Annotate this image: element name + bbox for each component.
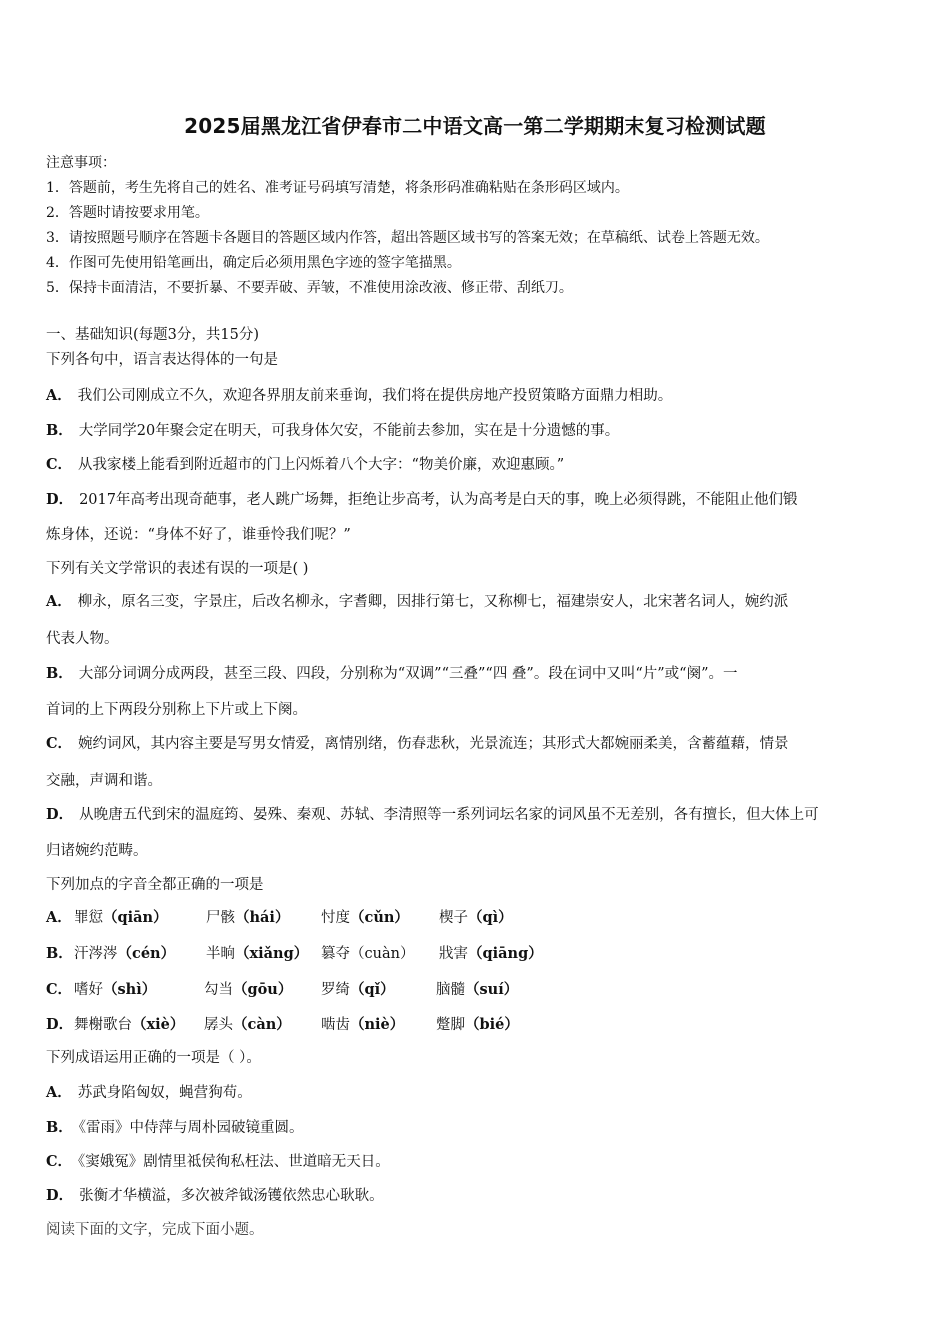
pinyin-word: 楔子	[439, 910, 468, 926]
option-label: C．	[46, 981, 73, 998]
notice-item: 4．作图可先使用铅笔画出，确定后必须用黑色字迹的签字笔描黑。	[46, 255, 461, 271]
question-2-option-a	[46, 590, 788, 614]
question-2-stem: 下列有关文学常识的表述有误的一项是( )	[46, 561, 309, 577]
pinyin-reading: （hái）	[235, 909, 290, 926]
question-2-option-b-cont: 首词的上下两段分别称上下片或上下阕。	[46, 702, 307, 718]
option-label: B．	[46, 1119, 73, 1136]
option-text: 大学同学20年聚会定在明天，可我身体欠安，不能前去参加，实在是十分遗憾的事。	[78, 423, 620, 439]
option-label: A．	[46, 909, 72, 926]
pinyin-reading: （niè）	[350, 1016, 405, 1033]
pinyin-word: 罪愆	[74, 910, 103, 926]
page-title: 2025届黑龙江省伊春市二中语文高一第二学期期末复习检测试题	[184, 114, 766, 138]
notice-heading: 注意事项：	[46, 155, 116, 171]
question-1-option-b	[46, 419, 619, 443]
question-4-option-c	[46, 1150, 390, 1174]
option-label: A．	[46, 1084, 72, 1101]
pinyin-word: 勾当	[204, 982, 233, 998]
question-3-stem: 下列加点的字音全都正确的一项是	[46, 877, 264, 893]
option-label: D．	[46, 806, 74, 823]
notice-item: 5．保持卡面清洁，不要折暴、不要弄破、弄皱，不准使用涂改液、修正带、刮纸刀。	[46, 280, 573, 296]
pinyin-word: 蹩脚	[436, 1017, 465, 1033]
option-label: D．	[46, 491, 74, 508]
notice-item: 2．答题时请按要求用笔。	[46, 205, 209, 221]
pinyin-word: 啮齿	[321, 1017, 350, 1033]
pinyin-word: 罗绮	[321, 982, 350, 998]
option-text: 张衡才华横溢，多次被斧钺汤镬依然忠心耿耿。	[79, 1188, 384, 1204]
option-text: 苏武身陷匈奴，蝇营狗苟。	[77, 1085, 252, 1101]
pinyin-reading: （cuàn）	[350, 946, 415, 962]
option-text: 婉约词风，其内容主要是写男女情爱，离情别绪，伤春悲秋，光景流连；其形式大都婉丽柔美，含蓄蕴藉，情景	[78, 736, 789, 752]
question-2-option-c-cont: 交融，声调和谐。	[46, 773, 162, 789]
section-heading: 一、基础知识(每题3分，共15分)	[46, 327, 259, 343]
option-text: 《雷雨》中侍萍与周朴园破镜重圆。	[78, 1120, 304, 1136]
question-2-option-d-cont: 归诸婉约范畴。	[46, 843, 148, 859]
pinyin-word: 篡夺	[321, 946, 350, 962]
option-label: C．	[46, 456, 73, 473]
option-label: C．	[46, 1153, 73, 1170]
question-4-option-d	[46, 1184, 384, 1208]
reading-intro: 阅读下面的文字，完成下面小题。	[46, 1222, 264, 1238]
option-label: B．	[46, 665, 73, 682]
pinyin-word: 尸骸	[206, 910, 235, 926]
pinyin-word: 半晌	[206, 946, 235, 962]
option-text: 从我家楼上能看到附近超市的门上闪烁着八个大字：“物美价廉，欢迎惠顾。”	[78, 457, 565, 473]
question-2-option-c	[46, 732, 789, 756]
question-1-option-c	[46, 453, 564, 477]
option-text: 我们公司刚成立不久，欢迎各界朋友前来垂询，我们将在提供房地产投贸策略方面鼎力相助。	[77, 388, 673, 404]
pinyin-reading: （xiè）	[132, 1016, 185, 1033]
pinyin-word: 汗涔涔	[74, 946, 118, 962]
pinyin-reading: （qì）	[468, 909, 513, 926]
pinyin-reading: （bié）	[465, 1016, 519, 1033]
question-1-stem: 下列各句中，语言表达得体的一句是	[46, 352, 278, 368]
option-label: B．	[46, 945, 73, 962]
option-label: B．	[46, 422, 73, 439]
pinyin-word: 脑髓	[436, 982, 465, 998]
pinyin-reading: （qiān）	[103, 909, 168, 926]
option-label: D．	[46, 1187, 74, 1204]
question-1-option-a	[46, 384, 672, 408]
option-text: 大部分词调分成两段，甚至三段、四段，分别称为“双调”“三叠”“四 叠”。段在词中又叫“片”或“阕”。一	[78, 666, 738, 682]
notice-item: 3．请按照题号顺序在答题卡各题目的答题区域内作答，超出答题区域书写的答案无效；在草稿纸、试卷上答题无效。	[46, 230, 769, 246]
question-2-option-b	[46, 662, 738, 686]
pinyin-reading: （xiǎng）	[235, 945, 309, 962]
notice-block	[46, 151, 926, 301]
pinyin-reading: （shì）	[103, 981, 157, 998]
option-text: 《窦娥冤》剧情里祗侯徇私枉法、世道暗无天日。	[78, 1154, 390, 1170]
option-label: A．	[46, 593, 72, 610]
option-label: A．	[46, 387, 72, 404]
pinyin-reading: （gōu）	[233, 981, 293, 998]
option-text: 柳永，原名三变，字景庄，后改名柳永，字耆卿，因排行第七，又称柳七，福建崇安人，北宋著名词人，婉约派	[77, 594, 789, 610]
pinyin-reading: （cén）	[117, 945, 176, 962]
pinyin-word: 忖度	[321, 910, 350, 926]
question-2-option-a-cont: 代表人物。	[46, 631, 119, 647]
question-1-option-d	[46, 488, 797, 512]
pinyin-reading: （qiāng）	[468, 945, 543, 962]
pinyin-reading: （càn）	[233, 1016, 291, 1033]
pinyin-reading: （qǐ）	[350, 981, 395, 998]
question-1-option-d-cont: 炼身体，还说：“身体不好了，谁垂怜我们呢？”	[46, 527, 351, 543]
option-label: D．	[46, 1016, 74, 1033]
pinyin-word: 戕害	[439, 946, 468, 962]
pinyin-word: 孱头	[204, 1017, 233, 1033]
question-2-option-d	[46, 803, 819, 827]
pinyin-word: 舞榭歌台	[74, 1017, 132, 1033]
pinyin-word: 嗜好	[74, 982, 103, 998]
notice-item: 1．答题前，考生先将自己的姓名、准考证号码填写清楚，将条形码准确粘贴在条形码区域内。	[46, 180, 629, 196]
option-label: C．	[46, 735, 73, 752]
pinyin-reading: （cǔn）	[350, 909, 409, 926]
option-text: 2017年高考出现奇葩事，老人跳广场舞，拒绝让步高考，认为高考是白天的事，晚上必须得跳，不能阻止他们锻	[79, 492, 798, 508]
question-4-stem: 下列成语运用正确的一项是（ ）。	[46, 1050, 261, 1066]
question-4-option-b	[46, 1116, 304, 1140]
pinyin-reading: （suí）	[465, 981, 519, 998]
question-4-option-a	[46, 1081, 252, 1105]
option-text: 从晚唐五代到宋的温庭筠、晏殊、秦观、苏轼、李清照等一系列词坛名家的词风虽不无差别，各有擅长，但大体上可	[79, 807, 819, 823]
